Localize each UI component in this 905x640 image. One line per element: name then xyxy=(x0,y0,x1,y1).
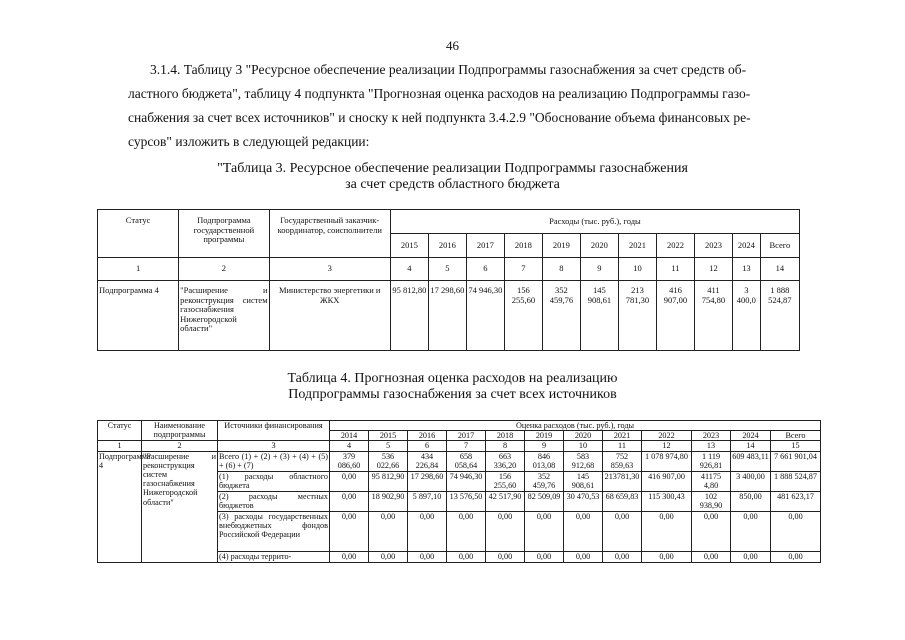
t4-source: (3) расходы государственных внебюджетных фондов Российской Федерации xyxy=(218,511,330,551)
t4-h-sources: Источники финансирования xyxy=(218,421,330,441)
t4-value: 0,00 xyxy=(525,511,564,551)
t3-colnum: 4 xyxy=(390,258,428,281)
table3 xyxy=(97,209,800,351)
table3-data-row xyxy=(98,281,800,351)
t4-value: 434 226,84 xyxy=(408,451,447,471)
t4-source: Всего (1) + (2) + (3) + (4) + (5) + (6) + (7) xyxy=(219,451,328,470)
t3-subprogram: "Расширение и реконструкция систем газоснабжения Нижегородской области" xyxy=(179,281,269,351)
t3-colnum: 7 xyxy=(504,258,542,281)
t3-colnum: 9 xyxy=(580,258,618,281)
t4-value: 5 897,10 xyxy=(408,491,447,511)
t4-value: 18 902,90 xyxy=(369,491,408,511)
t3-year: 2024 xyxy=(732,234,760,258)
t4-year: 2023 xyxy=(692,431,731,441)
t4-h-name: Наименование подпрограммы xyxy=(142,421,218,441)
intro-paragraph xyxy=(128,58,796,154)
table4-header-row xyxy=(98,421,821,431)
intro-line: 3.1.4. Таблицу 3 "Ресурсное обеспечение реализации Подпрограммы газоснабжения за счет средств об- xyxy=(150,62,747,77)
t4-value: 536 022,66 xyxy=(369,451,408,471)
t3-status: Подпрограмма 4 xyxy=(98,281,179,351)
t4-value: 0,00 xyxy=(731,511,771,551)
t4-colnum: 15 xyxy=(771,441,821,451)
table3-title xyxy=(0,161,905,193)
t4-year: 2017 xyxy=(447,431,486,441)
t3-value: 411 754,80 xyxy=(694,281,732,351)
t3-year: 2015 xyxy=(390,234,428,258)
t4-value: 0,00 xyxy=(564,511,603,551)
t4-value: 145 908,61 xyxy=(564,471,603,491)
t3-year: 2018 xyxy=(504,234,542,258)
t4-year: 2020 xyxy=(564,431,603,441)
table3-title-line2: за счет средств областного бюджета xyxy=(345,177,560,192)
t3-year: 2020 xyxy=(580,234,618,258)
t4-colnum: 2 xyxy=(142,441,218,451)
t4-value: 0,00 xyxy=(486,511,525,551)
t4-colnum: 3 xyxy=(218,441,330,451)
t3-colnum: 13 xyxy=(732,258,760,281)
t4-value: 583 912,68 xyxy=(564,451,603,471)
t3-year: 2021 xyxy=(618,234,656,258)
page-number: 46 xyxy=(446,38,459,53)
t4-value: 0,00 xyxy=(603,511,642,551)
t4-year: 2019 xyxy=(525,431,564,441)
t4-value: 0,00 xyxy=(447,511,486,551)
t4-value: 0,00 xyxy=(369,551,408,562)
t4-value: 658 058,64 xyxy=(447,451,486,471)
t4-value: 213781,30 xyxy=(603,471,642,491)
t4-year: 2022 xyxy=(642,431,692,441)
t4-year: 2021 xyxy=(603,431,642,441)
t3-h-subprogram: Подпрограмма государственной программы xyxy=(179,210,269,258)
t4-colnum: 6 xyxy=(408,441,447,451)
t4-colnum: 7 xyxy=(447,441,486,451)
t4-value: 0,00 xyxy=(525,551,564,562)
t4-value: 0,00 xyxy=(369,511,408,551)
t3-value: 17 298,60 xyxy=(428,281,466,351)
t4-value: 30 470,53 xyxy=(564,491,603,511)
t4-value: 379 086,60 xyxy=(330,451,369,471)
t4-value: 0,00 xyxy=(486,551,525,562)
table4-title-line1: Таблица 4. Прогнозная оценка расходов на реализацию xyxy=(287,371,618,386)
t4-colnum: 8 xyxy=(486,441,525,451)
t3-colnum: 6 xyxy=(466,258,504,281)
t4-value: 609 483,11 xyxy=(731,451,771,471)
t4-value-total: 0,00 xyxy=(771,511,821,551)
t3-value-total: 1 888 524,87 xyxy=(760,281,799,351)
t4-value: 42 517,90 xyxy=(486,491,525,511)
t4-colnum: 11 xyxy=(603,441,642,451)
t3-h-expenses: Расходы (тыс. руб.), годы xyxy=(390,210,799,234)
t3-value: 156 255,60 xyxy=(504,281,542,351)
t4-value: 68 659,83 xyxy=(603,491,642,511)
t3-h-status: Статус xyxy=(98,210,179,258)
t3-year: 2023 xyxy=(694,234,732,258)
t4-value: 0,00 xyxy=(408,511,447,551)
intro-line: снабжения за счет всех источников" и сноску к ней подпункта 3.4.2.9 "Обоснование объема финансовых ре- xyxy=(128,110,751,125)
t4-value: 95 812,90 xyxy=(369,471,408,491)
t4-value: 0,00 xyxy=(330,551,369,562)
t4-h-status: Статус xyxy=(98,421,142,441)
t3-executor: Министерство энергетики и ЖКХ xyxy=(269,281,390,351)
table4-title-line2: Подпрограммы газоснабжения за счет всех источников xyxy=(288,387,617,402)
t3-year: 2017 xyxy=(466,234,504,258)
t4-year-total: Всего xyxy=(771,431,821,441)
table4-row-total xyxy=(98,451,821,471)
intro-line: сурсов" изложить в следующей редакции: xyxy=(128,134,370,149)
table4-colnum-row xyxy=(98,441,821,451)
t4-value: 0,00 xyxy=(408,551,447,562)
t3-year: 2016 xyxy=(428,234,466,258)
t3-value: 95 812,80 xyxy=(390,281,428,351)
t4-year: 2016 xyxy=(408,431,447,441)
t4-colnum: 12 xyxy=(642,441,692,451)
t3-colnum: 3 xyxy=(269,258,390,281)
t3-colnum: 8 xyxy=(542,258,580,281)
t3-colnum: 10 xyxy=(618,258,656,281)
t4-colnum: 1 xyxy=(98,441,142,451)
t4-value: 0,00 xyxy=(642,511,692,551)
t4-value: 0,00 xyxy=(603,551,642,562)
t4-value-total: 7 661 901,04 xyxy=(771,451,821,471)
t4-value: 41175 4,80 xyxy=(692,471,731,491)
t4-colnum: 13 xyxy=(692,441,731,451)
t4-value: 13 576,50 xyxy=(447,491,486,511)
t4-value: 850,00 xyxy=(731,491,771,511)
t4-year: 2024 xyxy=(731,431,771,441)
t4-value: 0,00 xyxy=(330,471,369,491)
t3-colnum: 1 xyxy=(98,258,179,281)
t4-value: 3 400,00 xyxy=(731,471,771,491)
t4-value: 115 300,43 xyxy=(642,491,692,511)
t3-colnum: 2 xyxy=(179,258,269,281)
table4-title xyxy=(0,371,905,403)
t4-source: (2) расходы местных бюджетов xyxy=(219,491,328,510)
t4-value: 156 255,60 xyxy=(486,471,525,491)
t3-year-total: Всего xyxy=(760,234,799,258)
t4-value: 0,00 xyxy=(447,551,486,562)
table3-header-row xyxy=(98,210,800,234)
t4-colnum: 9 xyxy=(525,441,564,451)
table3-colnum-row xyxy=(98,258,800,281)
t3-value: 416 907,00 xyxy=(656,281,694,351)
t3-value: 145 908,61 xyxy=(580,281,618,351)
t4-value: 0,00 xyxy=(692,551,731,562)
t4-value: 0,00 xyxy=(564,551,603,562)
t4-value: 102 938,90 xyxy=(692,491,731,511)
t3-h-executor: Государственный заказчик-координатор, соисполнители xyxy=(269,210,390,258)
t4-value: 416 907,00 xyxy=(642,471,692,491)
t4-value-total: 0,00 xyxy=(771,551,821,562)
t3-value: 74 946,30 xyxy=(466,281,504,351)
t4-value: 0,00 xyxy=(692,511,731,551)
t4-name: "Расширение и реконструкция систем газоснабжения Нижегородской области" xyxy=(142,451,218,562)
t4-value-total: 481 623,17 xyxy=(771,491,821,511)
t4-source: (4) расходы террито- xyxy=(218,551,330,562)
t4-value: 1 078 974,80 xyxy=(642,451,692,471)
table3-title-line1: "Таблица 3. Ресурсное обеспечение реализации Подпрограммы газоснабжения xyxy=(217,161,688,176)
t4-colnum: 4 xyxy=(330,441,369,451)
t4-value: 0,00 xyxy=(330,491,369,511)
table4 xyxy=(97,420,821,563)
t4-status: Подпрограмма 4 xyxy=(98,451,142,562)
t3-year: 2022 xyxy=(656,234,694,258)
t4-value: 17 298,60 xyxy=(408,471,447,491)
t4-value: 0,00 xyxy=(330,511,369,551)
t4-value: 846 013,08 xyxy=(525,451,564,471)
t4-colnum: 10 xyxy=(564,441,603,451)
t4-value: 663 336,20 xyxy=(486,451,525,471)
t3-colnum: 5 xyxy=(428,258,466,281)
t3-colnum: 11 xyxy=(656,258,694,281)
t4-year: 2018 xyxy=(486,431,525,441)
t4-colnum: 5 xyxy=(369,441,408,451)
t3-value: 352 459,76 xyxy=(542,281,580,351)
t3-value: 213 781,30 xyxy=(618,281,656,351)
t4-value: 352 459,76 xyxy=(525,471,564,491)
t4-value: 0,00 xyxy=(731,551,771,562)
t4-colnum: 14 xyxy=(731,441,771,451)
t4-year: 2014 xyxy=(330,431,369,441)
intro-line: ластного бюджета", таблицу 4 подпункта "Прогнозная оценка расходов на реализацию Подпрограммы газо- xyxy=(128,86,751,101)
t4-value: 752 859,63 xyxy=(603,451,642,471)
t4-value: 1 119 926,81 xyxy=(692,451,731,471)
t4-value: 82 509,09 xyxy=(525,491,564,511)
t3-colnum: 12 xyxy=(694,258,732,281)
t4-year: 2015 xyxy=(369,431,408,441)
t3-colnum: 14 xyxy=(760,258,799,281)
t4-value: 74 946,30 xyxy=(447,471,486,491)
t4-source: (1) расходы областного бюджета xyxy=(219,471,328,490)
t4-value: 0,00 xyxy=(642,551,692,562)
t4-value-total: 1 888 524,87 xyxy=(771,471,821,491)
t4-h-estimate: Оценка расходов (тыс. руб.), годы xyxy=(330,421,821,431)
t3-year: 2019 xyxy=(542,234,580,258)
t3-value: 3 400,0 xyxy=(732,281,760,351)
